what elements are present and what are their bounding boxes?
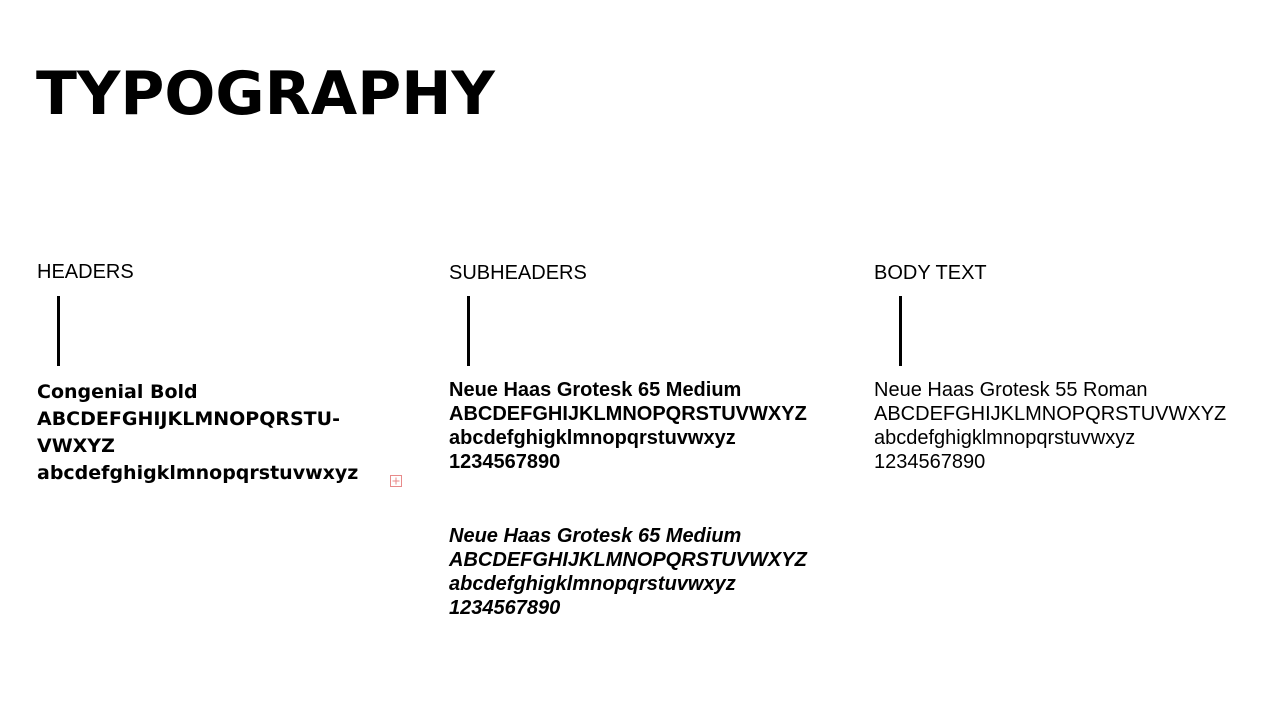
body-text-divider <box>899 296 902 366</box>
body-text-label: BODY TEXT <box>874 262 987 284</box>
subheaders-numerals: 1234567890 <box>449 451 561 473</box>
headers-uppercase-line1: ABCDEFGHIJKLMNOPQRSTU- <box>37 408 340 430</box>
subheaders-italic-font-name: Neue Haas Grotesk 65 Medium <box>449 525 742 547</box>
page-title: TYPOGRAPHY <box>36 59 495 129</box>
subheaders-italic-uppercase: ABCDEFGHIJKLMNOPQRSTUVWXYZ <box>449 549 807 571</box>
subheaders-label: SUBHEADERS <box>449 262 587 284</box>
subheaders-divider <box>467 296 470 366</box>
body-text-lowercase: abcdefghigklmnopqrstuvwxyz <box>874 427 1136 449</box>
subheaders-specimen <box>449 378 807 474</box>
body-text-font-name: Neue Haas Grotesk 55 Roman <box>874 379 1148 401</box>
headers-specimen <box>37 379 358 487</box>
headers-label: HEADERS <box>37 261 134 283</box>
headers-lowercase: abcdefghigklmnopqrstuvwxyz <box>37 462 359 484</box>
body-text-uppercase: ABCDEFGHIJKLMNOPQRSTUVWXYZ <box>874 403 1227 425</box>
missing-image-icon <box>390 474 402 486</box>
headers-divider <box>57 296 60 366</box>
subheaders-italic-lowercase: abcdefghigklmnopqrstuvwxyz <box>449 573 736 595</box>
subheaders-italic-numerals: 1234567890 <box>449 597 561 619</box>
headers-uppercase-line2: VWXYZ <box>37 435 115 457</box>
subheaders-font-name: Neue Haas Grotesk 65 Medium <box>449 379 742 401</box>
subheaders-italic-specimen <box>449 524 807 620</box>
body-text-specimen <box>874 378 1226 474</box>
subheaders-uppercase: ABCDEFGHIJKLMNOPQRSTUVWXYZ <box>449 403 807 425</box>
subheaders-lowercase: abcdefghigklmnopqrstuvwxyz <box>449 427 736 449</box>
body-text-numerals: 1234567890 <box>874 451 986 473</box>
headers-font-name: Congenial Bold <box>37 381 198 403</box>
